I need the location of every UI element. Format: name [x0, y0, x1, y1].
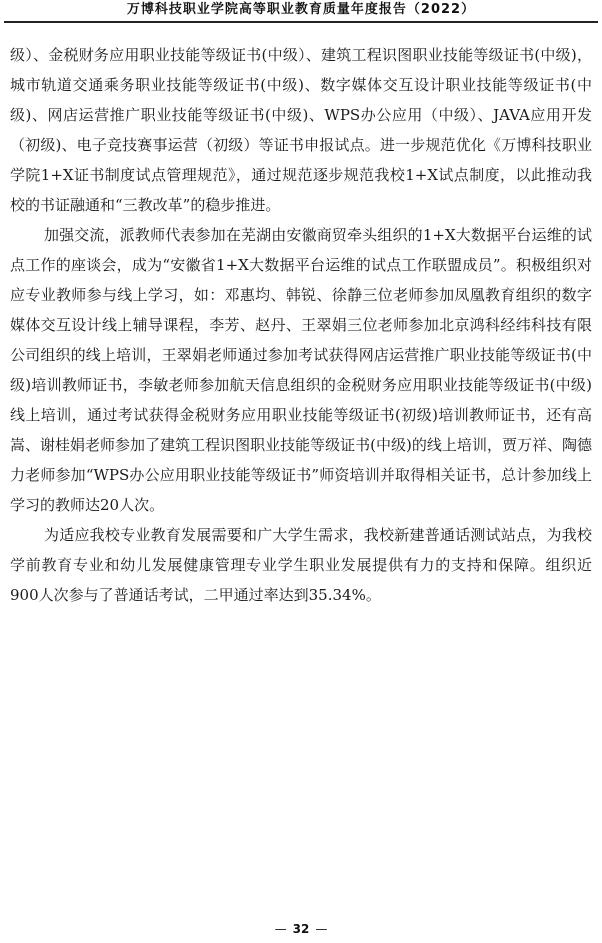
page-footer — [0, 922, 602, 936]
page-header — [0, 0, 602, 22]
footer-dash-left: — — [274, 922, 287, 936]
paragraph-mandarin-test: 为适应我校专业教育发展需要和广大学生需求，我校新建普通话测试站点，为我校学前教育专业和幼儿发展健康管理专业学生职业发展提供有力的支持和保障。组织近900人次参与了普通话考试，二甲通过率达到35.34%。 — [10, 526, 592, 604]
paragraph-exchange: 加强交流，派教师代表参加在芜湖由安徽商贸牵头组织的1+X大数据平台运维的试点工作的座谈会，成为“安徽省1+X大数据平台运维的试点工作联盟成员”。积极组织对应专业教师参与线上学习，如：邓惠均、韩锐、徐静三位老师参加凤凰教育组织的数字媒体交互设计线上辅导课程，李芳、赵丹、王翠娟三位老师参加北京鸿科经纬科技有限公司组织的线上培训，王翠娟老师通过参加考试获得网店运营推广职业技能等级证书(中级)培训教师证书，李敏老师参加航天信息组织的金税财务应用职业技能等级证书(中级)线上培训，通过考试获得金税财务应用职业技能等级证书(初级)培训教师证书，还有高嵩、谢桂娟老师参加了建筑工程识图职业技能等级证书(中级)的线上培训，贾万祥、陶德力老师参加“WPS办公应用职业技能等级证书”师资培训并取得相关证书，总计参加线上学习的教师达20人次。 — [10, 226, 592, 514]
page-number: 32 — [292, 922, 310, 936]
header-rule — [4, 21, 598, 23]
footer-dash-right: — — [315, 922, 328, 936]
report-title: 万博科技职业学院高等职业教育质量年度报告（2022） — [126, 2, 476, 17]
body-text — [10, 40, 592, 610]
paragraph-certificates: 级）、金税财务应用职业技能等级证书(中级）、建筑工程识图职业技能等级证书(中级)，城市轨道交通乘务职业技能等级证书(中级)、数字媒体交互设计职业技能等级证书(中级)、网店运营推广职业技能等级证书(中级)、WPS办公应用（中级）、JAVA应用开发（初级)、电子竞技赛事运营（初级）等证书申报试点。进一步规范优化《万博科技职业学院1+X证书制度试点管理规范》，通过规范逐步规范我校1+X试点制度，以此推动我校的书证融通和“三教改革”的稳步推进。 — [10, 46, 592, 214]
